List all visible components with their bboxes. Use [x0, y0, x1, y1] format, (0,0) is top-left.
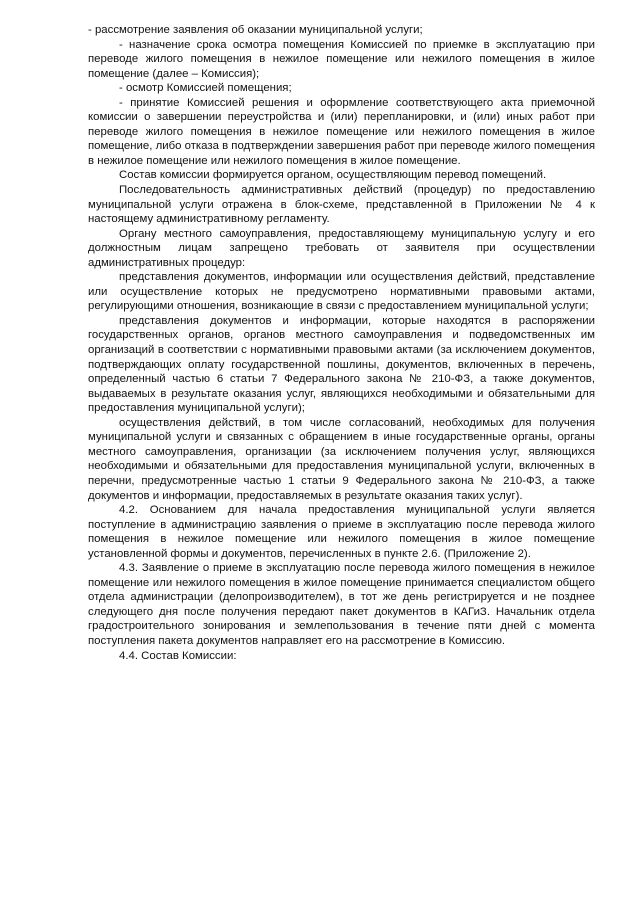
list-item: - принятие Комиссией решения и оформление соответствующего акта приемочной комиссии о завершении переустройства и (или) перепланировки, и (или) иных работ при переводе жилого помещения в нежилое помещение или нежилого помещения в жилое помещение, либо отказа в подтверждении завершения работ при переводе жилого помещения в нежилое помещение или нежилого помещения в жилое помещение. — [88, 96, 595, 167]
list-item: - назначение срока осмотра помещения Комиссией по приемке в эксплуатацию при переводе жилого помещения в нежилое помещение или нежилого помещения в жилое помещение (далее – Комиссия); — [88, 38, 595, 80]
paragraph: 4.3. Заявление о приеме в эксплуатацию после перевода жилого помещения в нежилое помещение или нежилого помещения в жилое помещение принимается специалистом общего отдела администрации (делопроизводителем), в тот же день регистрируется и не позднее следующего дня после получения передают пакет документов в КАГиЗ. Начальник отдела градостроительного зонирования и землепользования в течение пяти дней с момента поступления пакета документов направляет его на рассмотрение в Комиссию. — [88, 562, 595, 647]
paragraph: представления документов и информации, которые находятся в распоряжении государственных органов, органов местного самоуправления и подведомственных им организаций в соответствии с нормативными правовыми актами (за исключением документов, подтверждающих оплату государственной пошлины, документов, включенных в перечень, определенный частью 6 статьи 7 Федерального закона № 210-ФЗ, а также документов, выдаваемых в результате оказания услуг, являющихся необходимыми и обязательными для предоставления муниципальной услуги); — [88, 314, 595, 415]
list-item: - осмотр Комиссией помещения; — [119, 82, 292, 95]
list-item: - рассмотрение заявления об оказании муниципальной услуги; — [88, 24, 423, 36]
paragraph: 4.4. Состав Комиссии: — [119, 649, 237, 662]
paragraph: осуществления действий, в том числе согласований, необходимых для получения муниципальной услуги и связанных с обращением в иные государственные органы, органы местного самоуправления, организации (за исключением получения услуг, являющихся необходимыми и обязательными для предоставления муниципальной услуги, включенных в перечни, предусмотренные частью 1 статьи 9 Федерального закона № 210-ФЗ, а также документов и информации, предоставляемых в результате оказания таких услуг). — [88, 416, 595, 502]
paragraph: представления документов, информации или осуществления действий, представление или осуществление которых не предусмотрено нормативными правовыми актами, регулирующими отношения, возникающие в связи с предоставлением муниципальной услуги; — [88, 271, 595, 313]
document-page — [88, 23, 595, 663]
paragraph: Состав комиссии формируется органом, осуществляющим перевод помещений. — [119, 169, 547, 182]
paragraph: Последовательность административных действий (процедур) по предоставлению муниципальной услуги отражена в блок-схеме, представленной в Приложении № 4 к настоящему административному регламенту. — [88, 184, 595, 226]
paragraph: 4.2. Основанием для начала предоставления муниципальной услуги является поступление в администрацию заявления о приеме в эксплуатацию после перевода жилого помещения в нежилое помещение или нежилого помещения в жилое помещение установленной формы и документов, перечисленных в пункте 2.6. (Приложение 2). — [88, 504, 595, 560]
paragraph: Органу местного самоуправления, предоставляющему муниципальную услугу и его должностным лицам запрещено требовать от заявителя при осуществлении административных процедур: — [88, 227, 595, 269]
